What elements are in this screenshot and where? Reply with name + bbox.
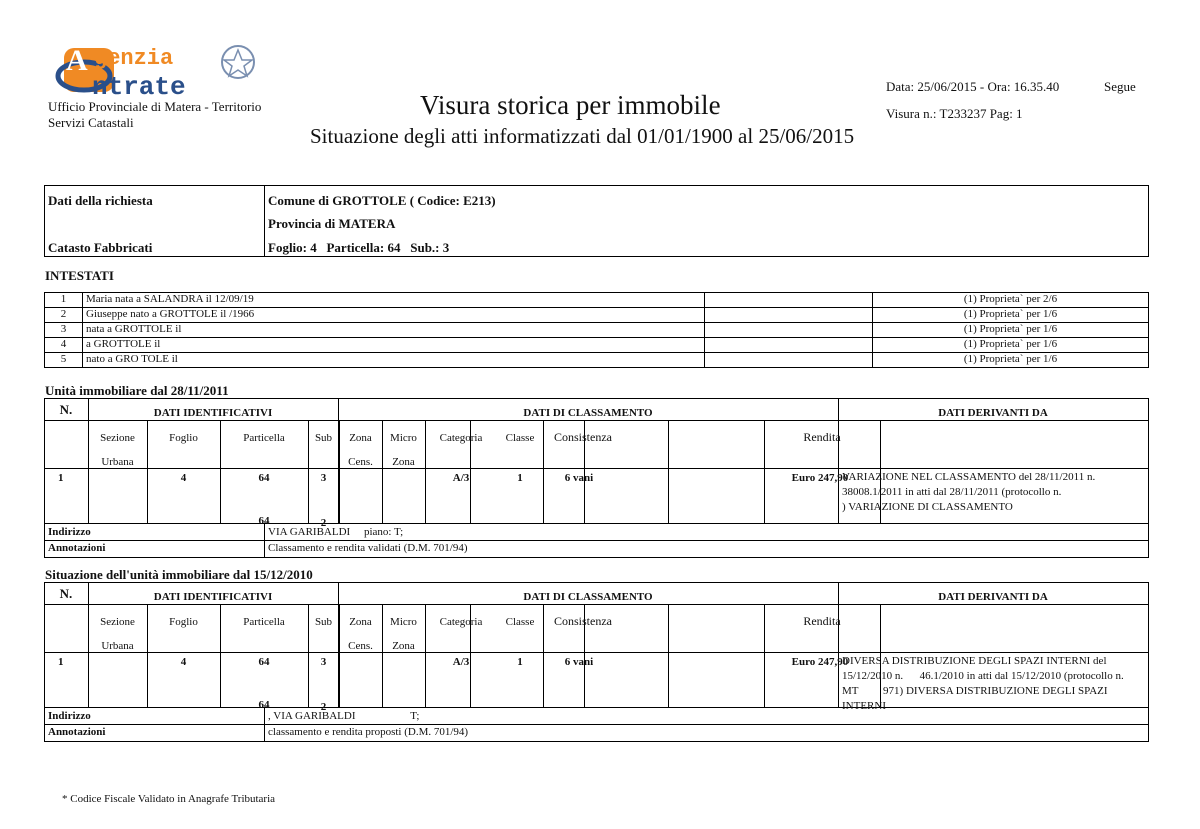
request-label: Dati della richiesta bbox=[48, 193, 153, 208]
derivanti-line: MT 971) DIVERSA DISTRIBUZIONE DEGLI SPAZI bbox=[842, 685, 1108, 697]
request-box bbox=[44, 185, 1149, 257]
logo-text-bottom: ntrate bbox=[92, 72, 186, 100]
intestato-row bbox=[45, 353, 1149, 368]
intestato-diritto: (1) Proprieta` per 1/6 bbox=[873, 353, 1149, 368]
intestati-table bbox=[44, 292, 1149, 368]
col-dati-derivanti: DATI DERIVANTI DA bbox=[938, 407, 1048, 419]
unit-classe: 1 bbox=[517, 472, 523, 484]
col-foglio: Foglio bbox=[169, 616, 198, 628]
office-info bbox=[48, 99, 261, 131]
derivanti-line: ) VARIAZIONE DI CLASSAMENTO bbox=[842, 501, 1013, 513]
catasto-label: Catasto Fabbricati bbox=[48, 240, 153, 255]
unit-sub: 3 bbox=[320, 656, 327, 668]
col-particella: Particella bbox=[243, 616, 285, 628]
col-dati-identificativi: DATI IDENTIFICATIVI bbox=[153, 407, 273, 419]
unit-sub-2: 2 bbox=[320, 517, 327, 529]
col-dati-classamento: DATI DI CLASSAMENTO bbox=[523, 591, 653, 603]
col-sezione: Sezione bbox=[100, 432, 135, 444]
col-zona: Zona bbox=[349, 616, 372, 628]
unit-classe: 1 bbox=[517, 656, 523, 668]
unit-consistenza: 6 vani bbox=[564, 472, 594, 484]
section1-heading: Unità immobiliare dal 28/11/2011 bbox=[45, 383, 229, 398]
unit-indirizzo: VIA GARIBALDI piano: T; bbox=[268, 526, 404, 538]
annotazioni-label: Annotazioni bbox=[48, 726, 106, 738]
derivanti-line: INTERNI bbox=[842, 700, 886, 712]
intestato-number: 1 bbox=[45, 293, 83, 308]
unit-categoria: A/3 bbox=[452, 656, 470, 668]
unit-foglio: 4 bbox=[180, 656, 187, 668]
col-classe: Classe bbox=[505, 616, 535, 628]
unit-annotazioni: classamento e rendita proposti (D.M. 701/94) bbox=[268, 726, 469, 738]
unit-annotazioni: Classamento e rendita validati (D.M. 701/94) bbox=[268, 542, 468, 554]
office-line-1: Ufficio Provinciale di Matera - Territorio bbox=[48, 99, 262, 114]
comune: Comune di GROTTOLE ( Codice: E213) bbox=[268, 193, 496, 208]
intestato-name: nata a GROTTOLE il bbox=[83, 323, 705, 338]
unit-particella-2: 64 bbox=[258, 699, 270, 711]
intestato-name: a GROTTOLE il bbox=[83, 338, 705, 353]
intestato-row bbox=[45, 293, 1149, 308]
indirizzo-label: Indirizzo bbox=[48, 526, 91, 538]
unit-sub-2: 2 bbox=[320, 701, 327, 713]
provincia: Provincia di MATERA bbox=[268, 216, 396, 231]
intestati-heading: INTESTATI bbox=[45, 268, 114, 283]
footer-note: * Codice Fiscale Validato in Anagrafe Tributaria bbox=[62, 793, 276, 805]
col-particella: Particella bbox=[243, 432, 285, 444]
col-classe: Classe bbox=[505, 432, 535, 444]
intestato-diritto: (1) Proprieta` per 1/6 bbox=[873, 323, 1149, 338]
col-categoria: Categoria bbox=[439, 432, 483, 444]
col-dati-classamento: DATI DI CLASSAMENTO bbox=[523, 407, 653, 419]
col-zona-micro: Zona bbox=[392, 456, 415, 468]
intestato-codice-fiscale bbox=[705, 293, 873, 308]
derivanti-line: 15/12/2010 n. 46.1/2010 in atti dal 15/12/2010 (protocollo n. bbox=[842, 670, 1124, 682]
col-dati-identificativi: DATI IDENTIFICATIVI bbox=[153, 591, 273, 603]
col-sub: Sub bbox=[314, 616, 333, 628]
col-cens: Cens. bbox=[348, 456, 373, 468]
intestato-name: nato a GRO TOLE il bbox=[83, 353, 705, 368]
page-title: Visura storica per immobile bbox=[420, 90, 721, 120]
col-zona: Zona bbox=[349, 432, 372, 444]
intestato-name: Giuseppe nato a GROTTOLE il /1966 bbox=[83, 308, 705, 323]
col-urbana: Urbana bbox=[101, 640, 134, 652]
section2-heading: Situazione dell'unità immobiliare dal 15/12/2010 bbox=[45, 567, 313, 582]
intestato-diritto: (1) Proprieta` per 2/6 bbox=[873, 293, 1149, 308]
unit-categoria: A/3 bbox=[452, 472, 470, 484]
agenzia-entrate-logo bbox=[52, 38, 262, 100]
intestato-codice-fiscale bbox=[705, 353, 873, 368]
derivanti-line: DIVERSA DISTRIBUZIONE DEGLI SPAZI INTERNI del bbox=[842, 655, 1107, 667]
intestato-codice-fiscale bbox=[705, 308, 873, 323]
col-cens: Cens. bbox=[348, 640, 373, 652]
annotazioni-label: Annotazioni bbox=[48, 542, 106, 554]
col-rendita: Rendita bbox=[803, 430, 841, 444]
col-sezione: Sezione bbox=[100, 616, 135, 628]
segue-label: Segue bbox=[1104, 79, 1136, 94]
unit-consistenza: 6 vani bbox=[564, 656, 594, 668]
unit-rendita: Euro 247,90 bbox=[791, 472, 849, 484]
logo-text-top: genzia bbox=[94, 46, 174, 71]
unit-number: 1 bbox=[58, 472, 64, 484]
derivanti-line: 38008.1/2011 in atti dal 28/11/2011 (protocollo n. bbox=[842, 486, 1062, 498]
col-n: N. bbox=[59, 402, 73, 417]
office-line-2: Servizi Catastali bbox=[48, 115, 134, 130]
col-urbana: Urbana bbox=[101, 456, 134, 468]
intestato-number: 4 bbox=[45, 338, 83, 353]
col-zona-micro: Zona bbox=[392, 640, 415, 652]
svg-text:A: A bbox=[66, 44, 88, 77]
col-micro: Micro bbox=[390, 616, 417, 628]
unit-particella: 64 bbox=[258, 472, 270, 484]
intestato-codice-fiscale bbox=[705, 338, 873, 353]
unit-rendita: Euro 247,90 bbox=[791, 656, 849, 668]
indirizzo-label: Indirizzo bbox=[48, 710, 91, 722]
unit-foglio: 4 bbox=[180, 472, 187, 484]
intestato-name: Maria nata a SALANDRA il 12/09/19 bbox=[83, 293, 705, 308]
col-rendita: Rendita bbox=[803, 614, 841, 628]
col-consistenza: Consistenza bbox=[554, 430, 612, 444]
foglio-particella: Foglio: 4 Particella: 64 Sub.: 3 bbox=[268, 240, 450, 255]
unit-indirizzo: , VIA GARIBALDI T; bbox=[268, 710, 420, 722]
page-subtitle: Situazione degli atti informatizzati dal 01/01/1900 al 25/06/2015 bbox=[310, 124, 855, 148]
intestato-diritto: (1) Proprieta` per 1/6 bbox=[873, 308, 1149, 323]
unit-number: 1 bbox=[58, 656, 64, 668]
intestato-codice-fiscale bbox=[705, 323, 873, 338]
col-categoria: Categoria bbox=[439, 616, 483, 628]
intestato-diritto: (1) Proprieta` per 1/6 bbox=[873, 338, 1149, 353]
derivanti-line: VARIAZIONE NEL CLASSAMENTO del 28/11/2011 n. bbox=[842, 471, 1096, 483]
unit-particella-2: 64 bbox=[258, 515, 270, 527]
intestato-row bbox=[45, 323, 1149, 338]
unit-sub: 3 bbox=[320, 472, 327, 484]
col-consistenza: Consistenza bbox=[554, 614, 612, 628]
intestato-number: 3 bbox=[45, 323, 83, 338]
visura-number: Visura n.: T233237 Pag: 1 bbox=[886, 106, 1023, 121]
col-sub: Sub bbox=[314, 432, 333, 444]
logo-graphic bbox=[52, 38, 262, 100]
col-foglio: Foglio bbox=[169, 432, 198, 444]
date-time: Data: 25/06/2015 - Ora: 16.35.40 bbox=[886, 79, 1060, 94]
col-micro: Micro bbox=[390, 432, 417, 444]
intestato-row bbox=[45, 308, 1149, 323]
intestato-number: 2 bbox=[45, 308, 83, 323]
col-dati-derivanti: DATI DERIVANTI DA bbox=[938, 591, 1048, 603]
intestato-row bbox=[45, 338, 1149, 353]
intestato-number: 5 bbox=[45, 353, 83, 368]
unit-particella: 64 bbox=[258, 656, 270, 668]
col-n: N. bbox=[59, 586, 73, 601]
